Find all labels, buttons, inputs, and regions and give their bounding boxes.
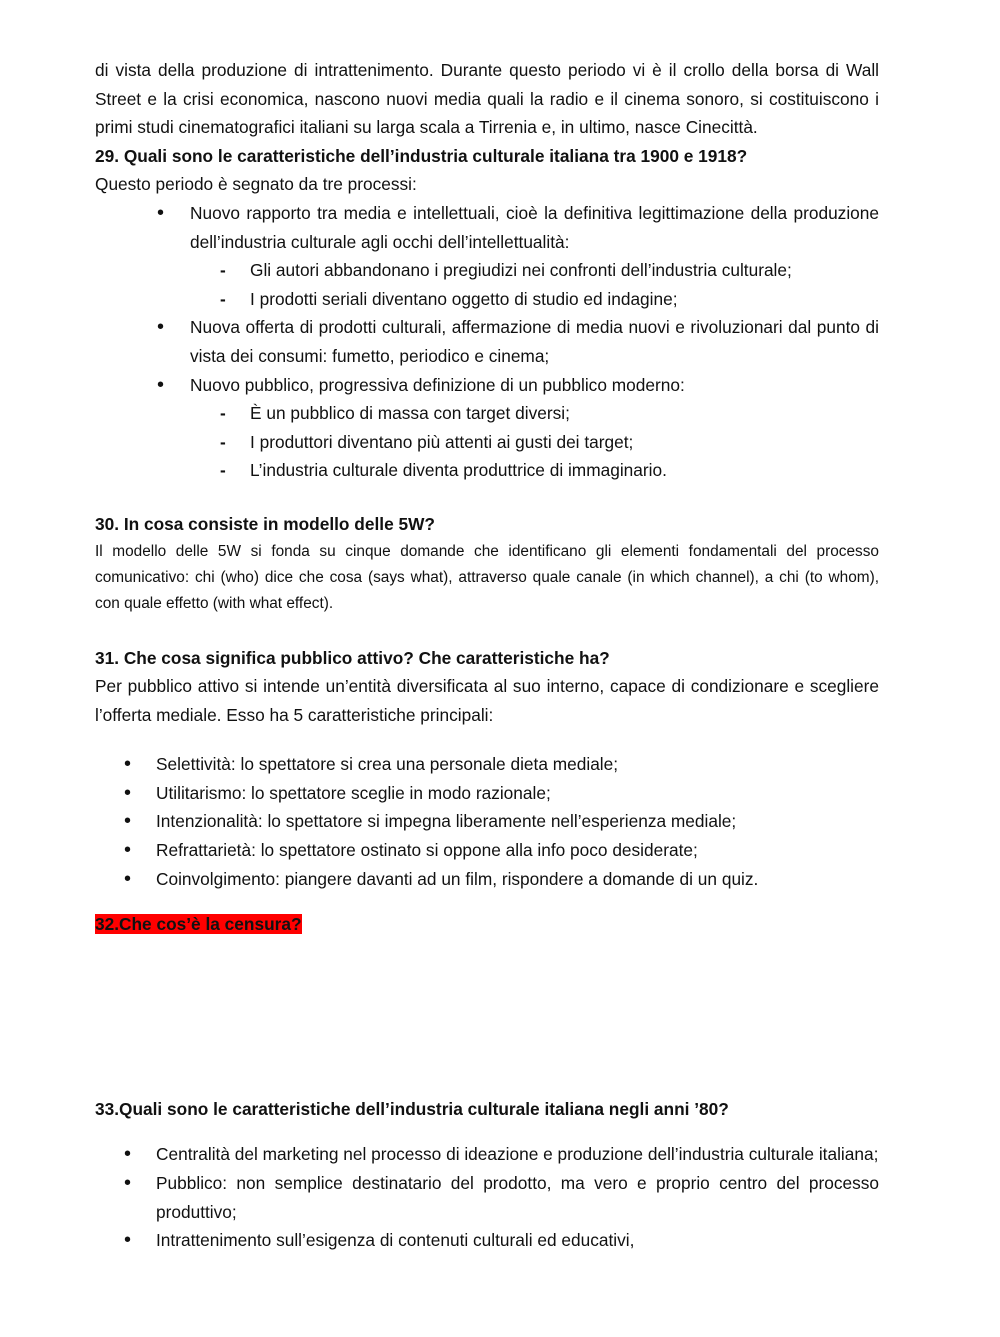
list-item: • Refrattarietà: lo spettatore ostinato si oppone alla info poco desiderate; bbox=[95, 836, 879, 865]
q33-heading: 33.Quali sono le caratteristiche dell’industria culturale italiana negli anni ’80? bbox=[95, 1098, 729, 1119]
list-item-text: Nuova offerta di prodotti culturali, affermazione di media nuovi e rivoluzionari dal punto di vista dei consumi: fumetto, periodico e cinema; bbox=[190, 317, 879, 366]
list-item: • Intrattenimento sull’esigenza di contenuti culturali ed educativi, bbox=[95, 1226, 879, 1255]
q33-list bbox=[95, 1140, 879, 1254]
q29-heading: 29. Quali sono le caratteristiche dell’industria culturale italiana tra 1900 e 1918? bbox=[95, 145, 748, 166]
q30-paragraph: Il modello delle 5W si fonda su cinque domande che identificano gli elementi fondamentali del processo comunicativo: chi (who) dice che cosa (says what), attraverso quale canale (in which channel), a chi (to whom), con quale effetto (with what effect). bbox=[95, 542, 879, 612]
list-item: • Selettività: lo spettatore si crea una personale dieta mediale; bbox=[95, 750, 879, 779]
list-item: - L’industria culturale diventa produttrice di immaginario. bbox=[190, 456, 879, 485]
q31-paragraph: Per pubblico attivo si intende un’entità diversificata al suo interno, capace di condizionare e scegliere l’offerta mediale. Esso ha 5 caratteristiche principali: bbox=[95, 676, 879, 725]
list-item: - I produttori diventano più attenti ai gusti dei target; bbox=[190, 428, 879, 457]
q29-sublist bbox=[190, 399, 879, 485]
list-item bbox=[95, 199, 879, 313]
list-item-text: Nuovo rapporto tra media e intellettuali, cioè la definitiva legittimazione della produzione dell’industria culturale agli occhi dell’intellettualità: bbox=[190, 202, 879, 252]
q32-highlighted-title: 32.Che cos’è la censura? bbox=[95, 914, 302, 935]
list-item: • Centralità del marketing nel processo di ideazione e produzione dell’industria culturale italiana; bbox=[95, 1140, 879, 1169]
document-page bbox=[95, 56, 879, 1255]
list-item: • Coinvolgimento: piangere davanti ad un film, rispondere a domande di un quiz. bbox=[95, 865, 879, 894]
intro-paragraph: di vista della produzione di intrattenimento. Durante questo periodo vi è il crollo della borsa di Wall Street e la crisi economica, nascono nuovi media quali la radio e il cinema sonoro, si costituiscono i primi studi cinematografici italiani su larga scala a Tirrenia e, in ultimo, nasce Cinecittà. bbox=[95, 60, 879, 138]
list-item: - È un pubblico di massa con target diversi; bbox=[190, 399, 879, 428]
list-item: - I prodotti seriali diventano oggetto di studio ed indagine; bbox=[190, 285, 879, 314]
list-item bbox=[95, 371, 879, 485]
q29-sublist bbox=[190, 256, 879, 313]
list-item: • Intenzionalità: lo spettatore si impegna liberamente nell’esperienza mediale; bbox=[95, 807, 879, 836]
q29-lead: Questo periodo è segnato da tre processi: bbox=[95, 174, 417, 195]
q30-heading: 30. In cosa consiste in modello delle 5W? bbox=[95, 513, 435, 534]
list-item bbox=[95, 313, 879, 370]
list-item: • Pubblico: non semplice destinatario del prodotto, ma vero e proprio centro del processo produttivo; bbox=[95, 1169, 879, 1226]
q29-list bbox=[95, 199, 879, 485]
list-item-text: Nuovo pubblico, progressiva definizione di un pubblico moderno: bbox=[190, 374, 685, 395]
list-item: - Gli autori abbandonano i pregiudizi nei confronti dell’industria culturale; bbox=[190, 256, 879, 285]
q31-heading: 31. Che cosa significa pubblico attivo? Che caratteristiche ha? bbox=[95, 647, 610, 668]
list-item: • Utilitarismo: lo spettatore sceglie in modo razionale; bbox=[95, 779, 879, 808]
q32-heading bbox=[95, 910, 879, 939]
q31-list bbox=[95, 750, 879, 893]
